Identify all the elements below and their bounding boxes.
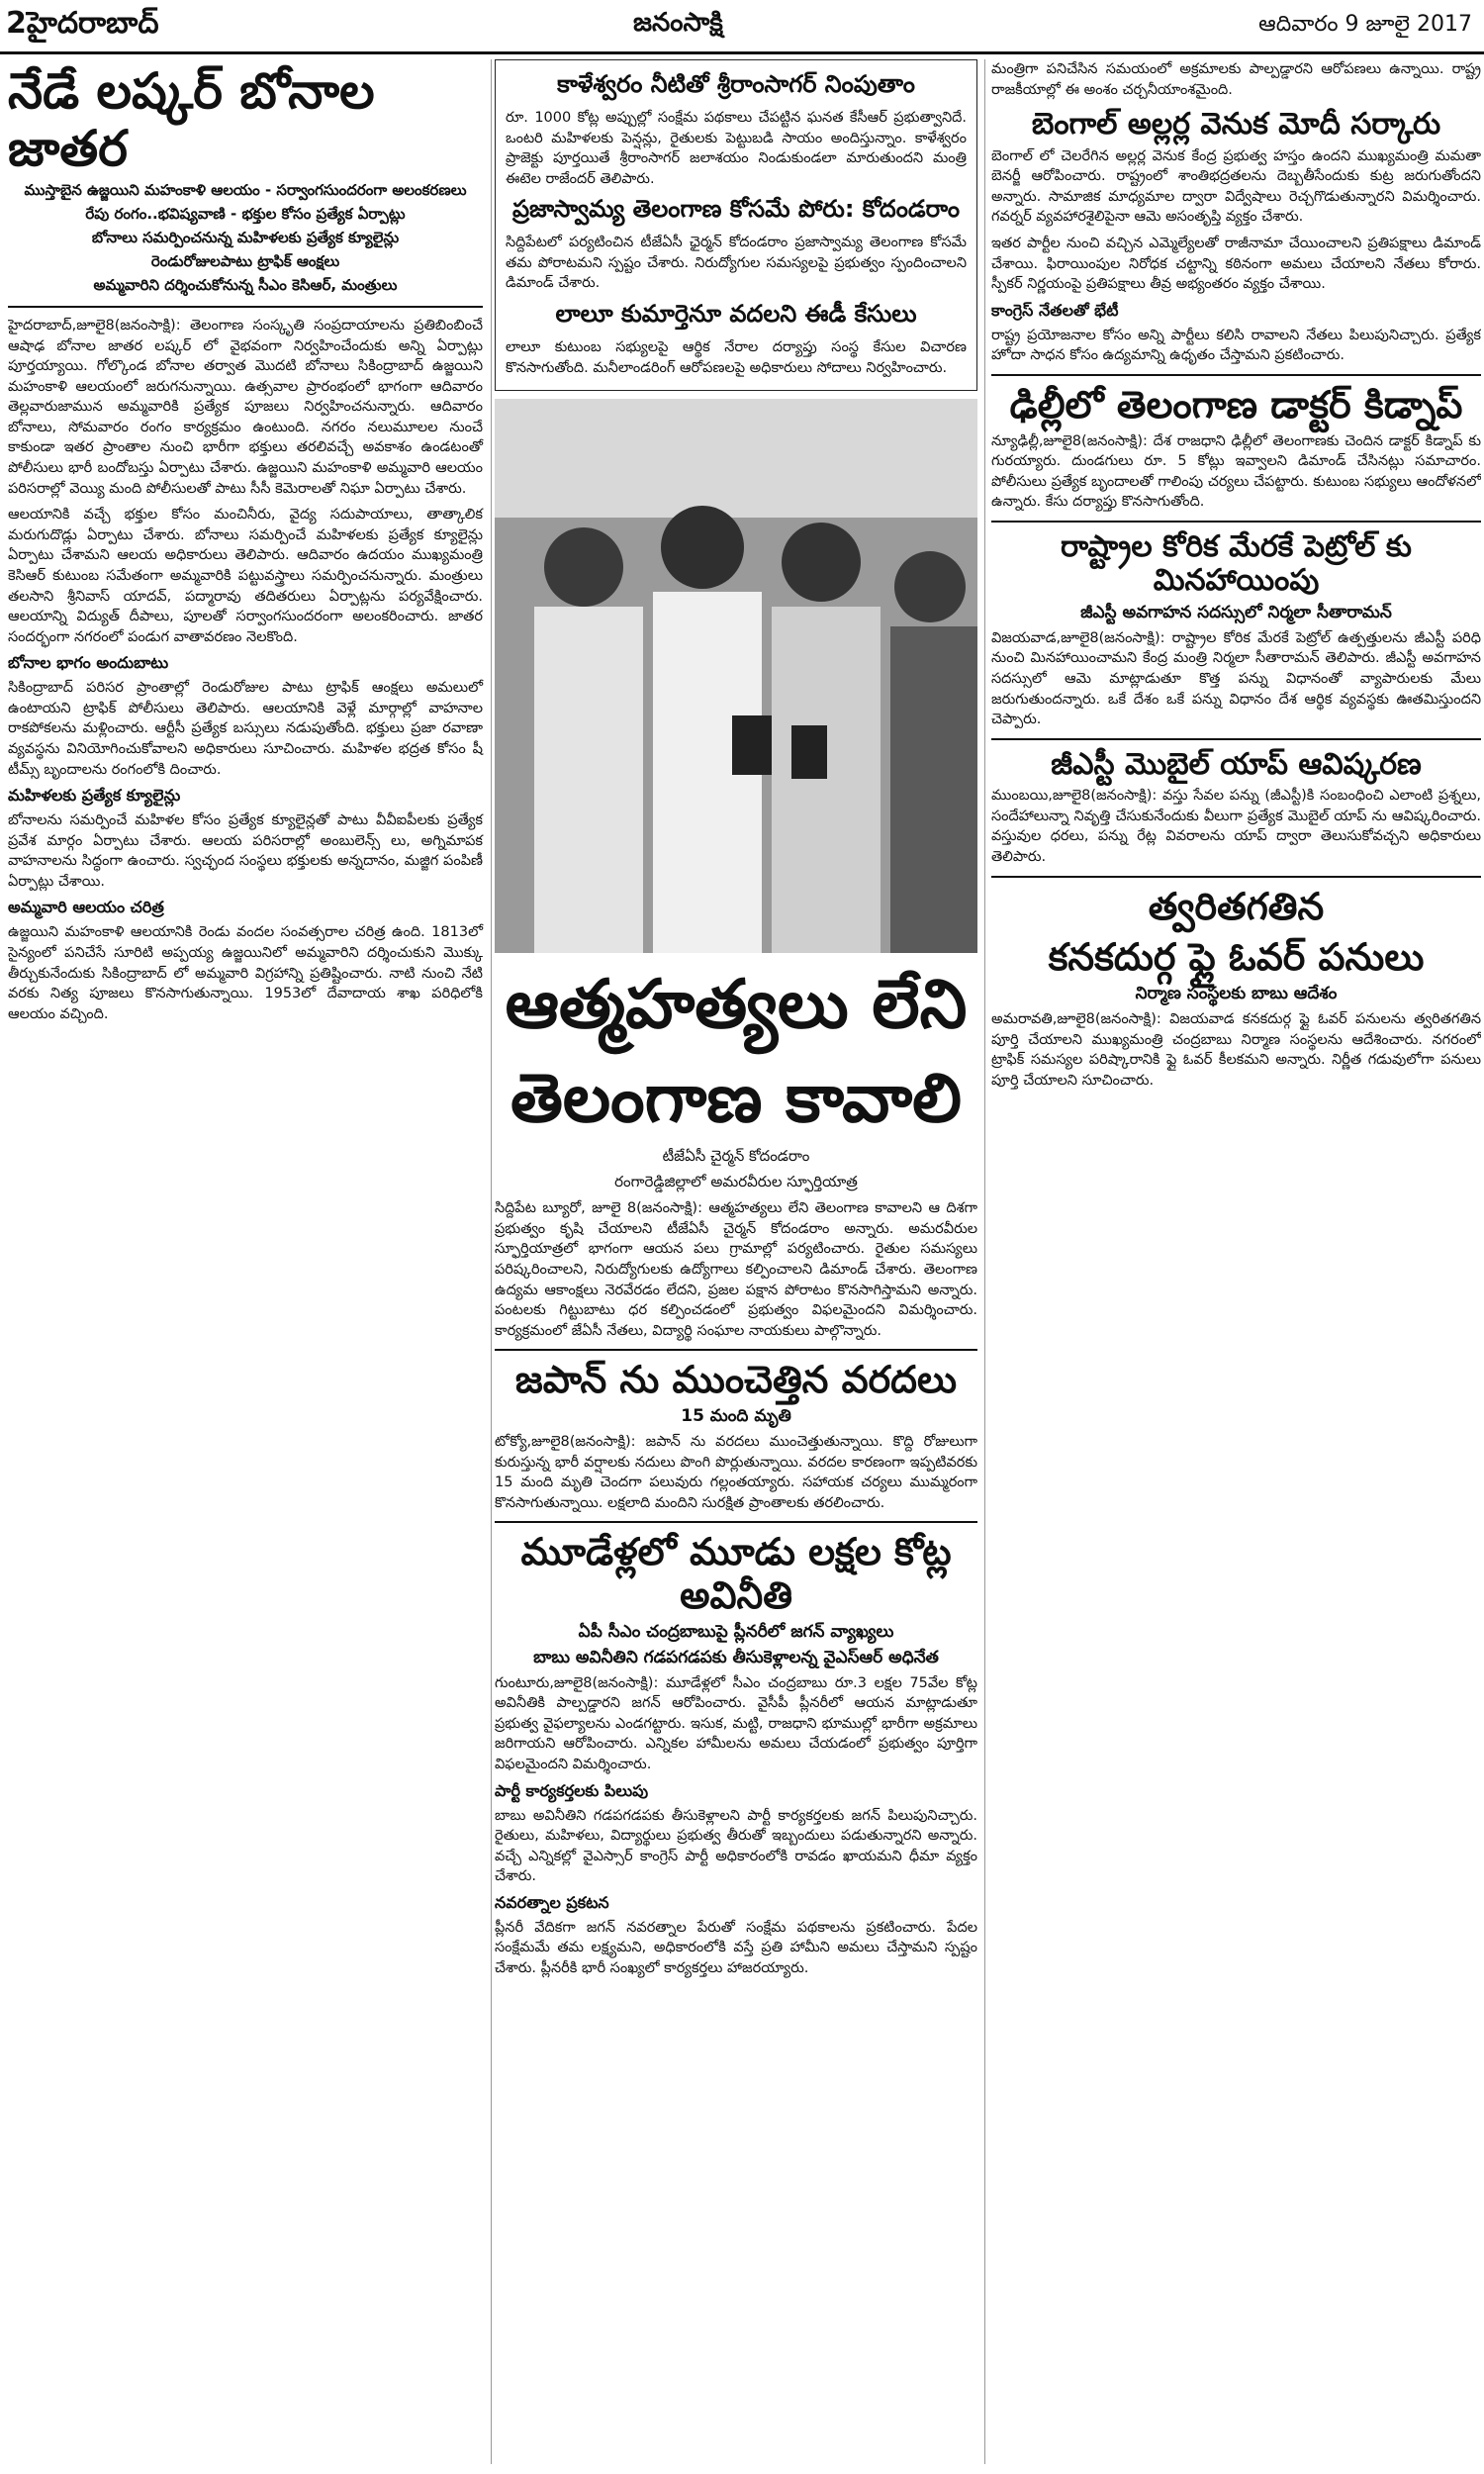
kaleshwaram-headline: కాళేశ్వరం నీటితో శ్రీరాంసాగర్ నింపుతాం	[557, 70, 915, 98]
japan-headline: జపాన్ ను ముంచెత్తిన వరదలు	[514, 1358, 958, 1402]
kanaka-sub: నిర్మాణ సంస్థలకు బాబు ఆదేశం	[1135, 983, 1338, 1003]
petrol-sub: జీఎస్టీ అవగాహన సదస్సులో నిర్మలా సీతారామన్	[1080, 602, 1392, 622]
divider	[991, 374, 1481, 376]
bonalu-sub-3: బోనాలు సమర్పించనున్న మహిళలకు ప్రత్యేక క్యూలైన్లు	[91, 229, 400, 246]
rajya-section: కాంగ్రెస్ నేతలతో భేటీ	[991, 300, 1119, 320]
kanaka-body: అమరావతి,జూలై8(జనంసాక్షి): విజయవాడ కనకదుర్గ ఫ్లై ఓవర్ పనులను త్వరితగతిన పూర్తి చేయాలని ముఖ్యమంత్రి చంద్రబాబు నిర్మాణ సంస్థలను ఆదేశించారు. నగరంలో ట్రాఫిక్ సమస్యల పరిష్కారానికి ఫ్లై ఓవర్ కీలకమని అన్నారు. నిర్ణీత గడువులోగా పనులు పూర్తి చేయాలని సూచించారు.	[991, 1010, 1481, 1089]
kodandaram-headline: ప్రజాస్వామ్య తెలంగాణ కోసమే పోరు: కోదండరాం	[511, 195, 961, 224]
bengal-body: బెంగాల్ లో చెలరేగిన అల్లర్ల వెనుక కేంద్ర ప్రభుత్వ హస్తం ఉందని ముఖ్యమంత్రి మమతా బెనర్జీ ఆరోపించారు. రాష్ట్రంలో శాంతిభద్రతలను దెబ్బతీసేందుకు కుట్ర జరుగుతోందని అన్నారు. సామాజిక మాధ్యమాల ద్వారా విద్వేషాలు రెచ్చగొడుతున్నారని విమర్శించారు. గవర్నర్ వ్యవహారశైలిపైనా ఆమె అసంతృప్తి వ్యక్తం చేశారు.	[991, 147, 1481, 226]
bonalu-headline: నేడే లష్కర్ బోనాల జాతర	[8, 62, 375, 177]
rajya-body: రాష్ట్ర ప్రయోజనాల కోసం అన్ని పార్టీలు కలిసి రావాలని నేతలు పిలుపునిచ్చారు. ప్రత్యేక హోదా సాధన కోసం ఉద్యమాన్ని ఉధృతం చేస్తామని ప్రకటించారు.	[991, 327, 1481, 364]
ap-sub-1: ఏపీ సీఎం చంద్రబాబుపై ప్లీనరీలో జగన్ వ్యాఖ్యలు	[578, 1621, 894, 1642]
column-middle	[495, 59, 977, 2464]
ap-body-1: గుంటూరు,జూలై8(జనంసాక్షి): మూడేళ్లలో సీఎం చంద్రబాబు రూ.3 లక్షల 75వేల కోట్ల అవినీతికి పాల్పడ్డారని జగన్ ఆరోపించారు. వైసీపీ ప్లీనరీలో ఆయన మాట్లాడుతూ ప్రభుత్వ వైఫల్యాలను ఎండగట్టారు. ఇసుక, మట్టి, రాజధాని భూముల్లో భారీగా అక్రమాలు జరిగాయని ఆరోపించారు. ఎన్నికల హామీలను అమలు చేయడంలో ప్రభుత్వం పూర్తిగా విఫలమైందని విమర్శించారు.	[495, 1674, 977, 1772]
news-photo	[495, 399, 977, 953]
kanaka-headline-line-1: త్వరితగతిన	[1148, 884, 1325, 928]
petrol-headline: రాష్ట్రాల కోరిక మేరకే పెట్రోల్ కు మినహాయింపు	[1061, 528, 1412, 599]
bonalu-body-2: ఆలయానికి వచ్చే భక్తుల కోసం మంచినీరు, వైద్య సదుపాయాలు, తాత్కాలిక మరుగుదొడ్లు ఏర్పాటు చేశారు. బోనాలు సమర్పించే మహిళలకు ప్రత్యేక క్యూలైన్లు ఏర్పాటు చేశామని ఆలయ అధికారులు తెలిపారు. ఆదివారం ఉదయం ముఖ్యమంత్రి కెసిఆర్ కుటుంబ సమేతంగా అమ్మవారికి పట్టువస్త్రాలు సమర్పించనున్నారు. మంత్రులు తలసాని శ్రీనివాస్ యాదవ్, పద్మారావు తదితరులు ఏర్పాట్లను పర్యవేక్షించారు. ఆలయాన్ని విద్యుత్ దీపాలు, పూలతో సర్వాంగసుందరంగా అలంకరించారు. జాతర సందర్భంగా నగరంలో పండుగ వాతావరణం నెలకొంది.	[8, 507, 483, 645]
ap-body-2: బాబు అవినీతిని గడపగడపకు తీసుకెళ్లాలని పార్టీ కార్యకర్తలకు జగన్ పిలుపునిచ్చారు. రైతులు, మహిళలు, విద్యార్థులు ప్రభుత్వ తీరుతో ఇబ్బందులు పడుతున్నారని అన్నారు. వచ్చే ఎన్నికల్లో వైఎస్సార్ కాంగ్రెస్ పార్టీ అధికారంలోకి రావడం ఖాయమని ధీమా వ్యక్తం చేశారు.	[495, 1807, 977, 1885]
suicide-body: సిద్దిపేట బ్యూరో, జూలై 8(జనంసాక్షి): ఆత్మహత్యలు లేని తెలంగాణ కావాలని ఆ దిశగా ప్రభుత్వం కృషి చేయాలని టీజేఏసీ చైర్మన్ కోదండరాం అన్నారు. అమరవీరుల స్ఫూర్తియాత్రలో భాగంగా ఆయన పలు గ్రామాల్లో పర్యటించారు. రైతుల సమస్యలు పరిష్కరించాలని, నిరుద్యోగులకు ఉద్యోగాలు కల్పించాలని డిమాండ్ చేశారు. తెలంగాణ ఉద్యమ ఆకాంక్షలు నెరవేరడం లేదని, ప్రజల పక్షాన పోరాటం కొనసాగిస్తామని అన్నారు. పంటలకు గిట్టుబాటు ధర కల్పించడంలో ప్రభుత్వం విఫలమైందని విమర్శించారు. కార్యక్రమంలో జేఏసీ నేతలు, విద్యార్థి సంఘాల నాయకులు పాల్గొన్నారు.	[495, 1200, 977, 1339]
right-intro: మంత్రిగా పనిచేసిన సమయంలో అక్రమాలకు పాల్పడ్డారని ఆరోపణలు ఉన్నాయి. రాష్ట్ర రాజకీయాల్లో ఈ అంశం చర్చనీయాంశమైంది.	[991, 61, 1481, 98]
bonalu-section-traffic: బోనాల భాగం అందుబాటు	[8, 653, 169, 673]
bengal-headline: బెంగాల్ అల్లర్ల వెనుక మోదీ సర్కారు	[1031, 107, 1441, 143]
mlas-body: ఇతర పార్టీల నుంచి వచ్చిన ఎమ్మెల్యేలతో రాజీనామా చేయించాలని ప్రతిపక్షాలు డిమాండ్ చేశాయి. ఫిరాయింపుల నిరోధక చట్టాన్ని కఠినంగా అమలు చేయాలని నేతలు కోరారు. స్పీకర్ నిర్ణయంపై ప్రతిపక్షాలు తీవ్ర అభ్యంతరం వ్యక్తం చేశాయి.	[991, 235, 1481, 293]
suicide-headline-line-1: ఆత్మహత్యలు లేని	[505, 966, 968, 1045]
suicide-headline-line-2: తెలంగాణ కావాలి	[510, 1060, 963, 1139]
ap-section-2: నవరత్నాల ప్రకటన	[495, 1892, 609, 1912]
divider	[495, 1521, 977, 1523]
suicide-byline-1: టీజేఏసీ చైర్మన్ కోదండరాం	[662, 1147, 810, 1166]
bonalu-section-women: మహిళలకు ప్రత్యేక క్యూలైన్లు	[8, 786, 181, 806]
ap-headline: మూడేళ్లలో మూడు లక్షల కోట్ల అవినీతి	[520, 1530, 952, 1617]
bonalu-sub-2: రేపు రంగం..భవిష్యవాణి - భక్తుల కోసం ప్రత్యేక ఏర్పాట్లు	[85, 205, 406, 223]
top-news-box	[495, 59, 977, 391]
divider	[991, 738, 1481, 740]
bonalu-body-5: ఉజ్జయిని మహంకాళి ఆలయానికి రెండు వందల సంవత్సరాల చరిత్ర ఉంది. 1813లో సైన్యంలో పనిచేసే సూరిటి అప్పయ్య ఉజ్జయినిలో అమ్మవారిని దర్శించుకుని మొక్కు తీర్చుకునేందుకు సికింద్రాబాద్ లో అమ్మవారి విగ్రహాన్ని ప్రతిష్టించారు. నాటి నుంచి నేటి వరకు నిత్య పూజలు కొనసాగుతున్నాయి. 1953లో దేవాదాయ శాఖ పరిధిలోకి ఆలయం వచ్చింది.	[8, 924, 483, 1022]
suicide-byline-2: రంగారెడ్డిజిల్లాలో అమరవీరుల స్ఫూర్తియాత్ర	[614, 1173, 858, 1191]
issue-date: ఆదివారం 9 జూలై 2017	[1258, 12, 1472, 37]
divider	[8, 306, 483, 308]
petrol-body: విజయవాడ,జూలై8(జనంసాక్షి): రాష్ట్రాల కోరిక మేరకే పెట్రోల్ ఉత్పత్తులను జీఎస్టీ పరిధి నుంచి మినహాయించామని కేంద్ర మంత్రి నిర్మలా సీతారామన్ తెలిపారు. జీఎస్టీ అవగాహన సదస్సులో ఆమె మాట్లాడుతూ కొత్త పన్ను విధానంతో వ్యాపారులకు మేలు జరుగుతుందన్నారు. ఒకే దేశం ఒకే పన్ను విధానం దేశ ఆర్థిక వ్యవస్థకు ఊతమిస్తుందని చెప్పారు.	[991, 629, 1481, 728]
divider	[495, 1349, 977, 1351]
paper-name: జనంసాక్షి	[633, 8, 723, 38]
lalu-body: లాలూ కుటుంబ సభ్యులపై ఆర్థిక నేరాల దర్యాప్తు సంస్థ కేసుల విచారణ కొనసాగుతోంది. మనీలాండరింగ్ ఆరోపణలపై అధికారులు సోదాలు నిర్వహించారు.	[506, 339, 967, 376]
bonalu-sub-5: అమ్మవారిని దర్శించుకోనున్న సీఎం కెసిఆర్, మంత్రులు	[93, 276, 398, 294]
masthead	[0, 0, 1484, 54]
doctor-headline: ఢిల్లీలో తెలంగాణ డాక్టర్ కిడ్నాప్	[1009, 382, 1463, 427]
ap-section-1: పార్టీ కార్యకర్తలకు పిలుపు	[495, 1780, 649, 1800]
kodandaram-body: సిద్దిపేటలో పర్యటించిన టీజేఏసీ ఛైర్మన్ కోదండరాం ప్రజాస్వామ్య తెలంగాణ కోసమే తమ పోరాటమని స్పష్టం చేశారు. నిరుద్యోగుల సమస్యలపై ప్రభుత్వం స్పందించాలని డిమాండ్ చేశారు.	[506, 235, 967, 292]
japan-body: టోక్యో,జూలై8(జనంసాక్షి): జపాన్ ను వరదలు ముంచెత్తుతున్నాయి. కొద్ది రోజులుగా కురుస్తున్న భారీ వర్షాలకు నదులు పొంగి పొర్లుతున్నాయి. వరదల కారణంగా ఇప్పటివరకు 15 మంది మృతి చెందగా పలువురు గల్లంతయ్యారు. సహాయక చర్యలు ముమ్మరంగా కొనసాగుతున్నాయి. లక్షలాది మందిని సురక్షిత ప్రాంతాలకు తరలించారు.	[495, 1433, 977, 1511]
gst-app-body: ముంబయి,జూలై8(జనంసాక్షి): వస్తు సేవల పన్ను (జీఎస్టీ)కి సంబంధించి ఎలాంటి ప్రశ్నలు, సందేహాలున్నా నివృత్తి చేసుకునేందుకు వీలుగా ప్రత్యేక మొబైల్ యాప్ ను ఆవిష్కరించారు. వస్తువుల ధరలు, పన్ను రేట్ల వివరాలను యాప్ ద్వారా తెలుసుకోవచ్చని అధికారులు తెలిపారు.	[991, 788, 1481, 865]
bonalu-sub-1: ముస్తాబైన ఉజ్జయిని మహంకాళి ఆలయం - సర్వాంగసుందరంగా అలంకరణలు	[24, 181, 467, 199]
ap-sub-2: బాబు అవినీతిని గడపగడపకు తీసుకెళ్లాలన్న వైఎస్ఆర్ అధినేత	[533, 1647, 939, 1667]
crowd-photo-illustration	[495, 399, 977, 953]
japan-sub: 15 మంది మృతి	[681, 1405, 791, 1426]
bonalu-section-history: అమ్మవారి ఆలయం చరిత్ర	[8, 898, 164, 917]
page-label: 2హైదరాబాద్	[6, 6, 159, 41]
doctor-body: న్యూఢిల్లీ,జూలై8(జనంసాక్షి): దేశ రాజధాని ఢిల్లీలో తెలంగాణకు చెందిన డాక్టర్ కిడ్నాప్ కు గురయ్యారు. దుండగులు రూ. 5 కోట్లు ఇవ్వాలని డిమాండ్ చేసినట్లు సమాచారం. పోలీసులు ప్రత్యేక బృందాలతో గాలింపు చర్యలు చేపట్టారు. కుటుంబ సభ్యులు ఆందోళనలో ఉన్నారు. కేసు దర్యాప్తు కొనసాగుతోంది.	[991, 432, 1481, 511]
bonalu-body-1: హైదరాబాద్,జూలై8(జనంసాక్షి): తెలంగాణ సంస్కృతి సంప్రదాయాలను ప్రతిబింబించే ఆషాఢ బోనాల జాతర లష్కర్ లో వైభవంగా నిర్వహించేందుకు అన్ని ఏర్పాట్లు పూర్తయ్యాయి. గోల్కొండ బోనాల తర్వాత మొదటి బోనాలు సికింద్రాబాద్ ఉజ్జయిని మహంకాళి ఆలయంలో జరుగనున్నాయి. ఉత్సవాల ప్రారంభంలో భాగంగా ఆదివారం తెల్లవారుజామున అమ్మవారికి ప్రత్యేక పూజలు నిర్వహించనున్నారు. ఆదివారం బోనాలు, సోమవారం రంగం కార్యక్రమం ఉంటుంది. నగరం నలుమూలల నుంచే కాకుండా ఇతర ప్రాంతాల నుంచి భారీగా భక్తులు తరలివచ్చే అవకాశం ఉండటంతో పోలీసులు భారీ బందోబస్తు ఏర్పాటు చేశారు. ఉజ్జయిని మహంకాళి అమ్మవారి ఆలయం పరిసరాల్లో వెయ్యి మంది పోలీసులతో పాటు సీసీ కెమెరాలతో నిఘా ఏర్పాటు చేశారు.	[8, 318, 483, 497]
bonalu-body-3: సికింద్రాబాద్ పరిసర ప్రాంతాల్లో రెండురోజుల పాటు ట్రాఫిక్ ఆంక్షలు అమలులో ఉంటాయని ట్రాఫిక్ పోలీసులు తెలిపారు. ఆలయానికి వెళ్లే మార్గాల్లో వాహనాల రాకపోకలను మళ్లించారు. ఆర్టీసీ ప్రత్యేక బస్సులు నడుపుతోంది. భక్తులు ప్రజా రవాణా వ్యవస్థను వినియోగించుకోవాలని అధికారులు సూచించారు. మహిళల భద్రత కోసం షీ టీమ్స్ బృందాలను రంగంలోకి దించారు.	[8, 680, 483, 778]
column-right	[984, 59, 1481, 2464]
lalu-headline: లాలూ కుమార్తెనూ వదలని ఈడీ కేసులు	[555, 300, 917, 329]
ap-body-3: ప్లీనరీ వేదికగా జగన్ నవరత్నాల పేరుతో సంక్షేమ పథకాలను ప్రకటించారు. పేదల సంక్షేమమే తమ లక్ష్యమని, అధికారంలోకి వస్తే ప్రతి హామీని అమలు చేస్తామని స్పష్టం చేశారు. ప్లీనరీకి భారీ సంఖ్యలో కార్యకర్తలు హాజరయ్యారు.	[495, 1919, 977, 1976]
divider	[991, 521, 1481, 523]
bonalu-sub-4: రెండురోజులపాటు ట్రాఫిక్ ఆంక్షలు	[150, 252, 340, 270]
divider	[991, 876, 1481, 878]
kanaka-headline-line-2: కనకదుర్గ ఫ్లై ఓవర్ పనులు	[1048, 935, 1425, 980]
column-left	[8, 59, 492, 2464]
kaleshwaram-body: రూ. 1000 కోట్ల అప్పుల్లో సంక్షేమ పథకాలు చేపట్టిన ఘనత కేసీఆర్ ప్రభుత్వానిదే. ఒంటరి మహిళలకు పెన్షన్లు, రైతులకు పెట్టుబడి సాయం అందిస్తున్నాం. కాళేశ్వరం ప్రాజెక్టు పూర్తయితే శ్రీరాంసాగర్ జలాశయం నిండుకుండలా మారుతుందని మంత్రి ఈటెల రాజేందర్ తెలిపారు.	[506, 110, 967, 187]
bonalu-body-4: బోనాలను సమర్పించే మహిళల కోసం ప్రత్యేక క్యూలైన్లతో పాటు వీవీఐపీలకు ప్రత్యేక ప్రవేశ మార్గం ఏర్పాటు చేశారు. ఆలయ పరిసరాల్లో అంబులెన్స్ లు, అగ్నిమాపక వాహనాలను సిద్ధంగా ఉంచారు. స్వచ్ఛంద సంస్థలు భక్తులకు అన్నదానం, మజ్జిగ పంపిణీ ఏర్పాట్లు చేశాయి.	[8, 812, 483, 890]
gst-app-headline: జీఎస్టీ మొబైల్ యాప్ ఆవిష్కరణ	[1051, 746, 1422, 782]
